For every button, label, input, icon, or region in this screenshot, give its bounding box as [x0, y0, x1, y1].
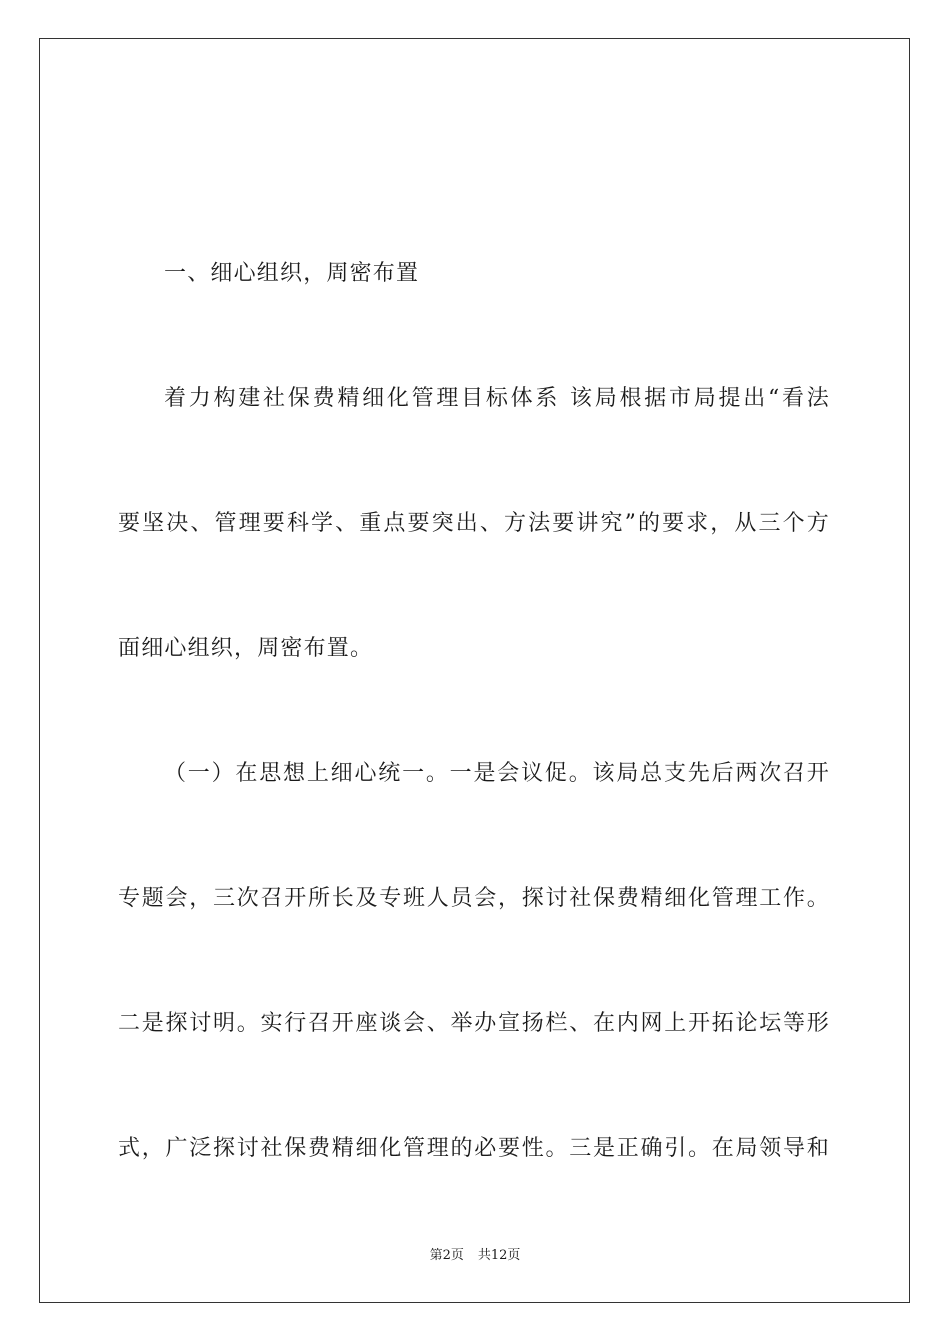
paragraph-line: 二是探讨明。实行召开座谈会、举办宣扬栏、在内网上开拓论坛等形 [118, 1011, 830, 1036]
paragraph-line: 专题会，三次召开所长及专班人员会，探讨社保费精细化管理工作。 [118, 886, 830, 911]
paragraph-line: 面细心组织，周密布置。 [118, 636, 374, 661]
paragraph-line: 式，广泛探讨社保费精细化管理的必要性。三是正确引。在局领导和 [118, 1136, 830, 1161]
paragraph-line: 要坚决、管理要科学、重点要突出、方法要讲究”的要求，从三个方 [118, 511, 830, 536]
page-border [39, 38, 910, 1303]
paragraph-line: （一）在思想上细心统一。一是会议促。该局总支先后两次召开 [164, 761, 830, 786]
section-heading: 一、细心组织，周密布置 [164, 261, 420, 286]
page-footer [0, 1247, 950, 1265]
page-total: 共12页 [477, 1248, 521, 1263]
paragraph-line: 着力构建社保费精细化管理目标体系 该局根据市局提出“看法 [164, 386, 830, 411]
page-number: 第2页 [429, 1248, 464, 1263]
